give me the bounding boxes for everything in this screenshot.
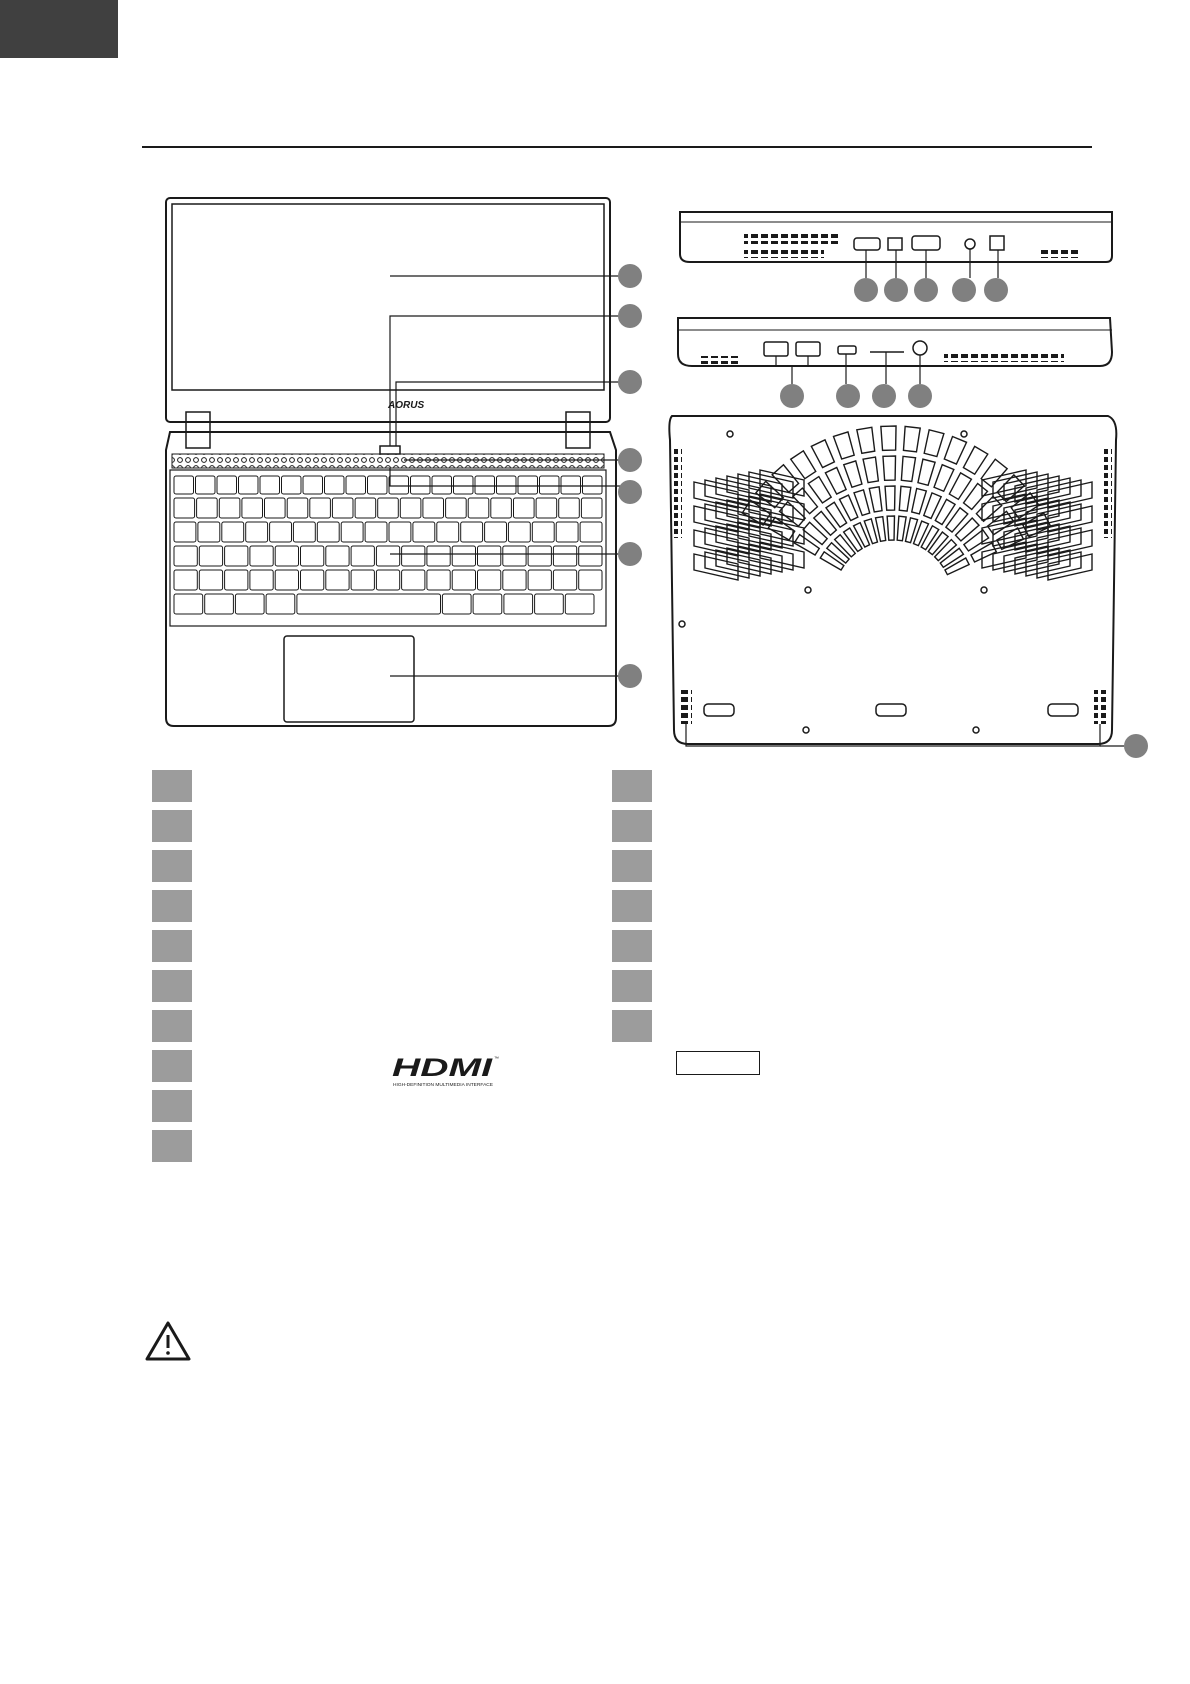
key <box>239 476 259 494</box>
bottom-callout <box>686 724 1124 746</box>
key <box>485 522 507 542</box>
key <box>473 594 502 614</box>
key <box>326 570 349 590</box>
key <box>442 594 471 614</box>
key <box>250 546 273 566</box>
vent-fin <box>912 488 927 513</box>
key <box>561 476 581 494</box>
vent-fin <box>934 465 954 492</box>
key <box>446 498 467 518</box>
key <box>275 546 298 566</box>
key <box>478 546 501 566</box>
key <box>205 594 234 614</box>
key <box>437 522 459 542</box>
vent-fin <box>803 522 827 544</box>
side-right-markers <box>780 384 932 408</box>
vent-fin <box>811 440 834 468</box>
vent-fin <box>901 456 915 481</box>
key <box>355 498 376 518</box>
key <box>265 498 286 518</box>
vent-fin <box>844 528 862 551</box>
legend-box-left-1 <box>152 770 192 802</box>
key <box>581 498 602 518</box>
side-left-markers <box>854 278 1008 302</box>
key <box>174 476 194 494</box>
legend-box-left-9 <box>152 1090 192 1122</box>
key <box>452 570 475 590</box>
key <box>199 546 222 566</box>
key <box>225 570 248 590</box>
vent-fin <box>869 487 882 512</box>
key <box>580 522 602 542</box>
vent-fin <box>825 467 846 494</box>
legend-box-left-8 <box>152 1050 192 1082</box>
key <box>518 476 538 494</box>
key <box>579 570 602 590</box>
key <box>508 522 530 542</box>
vent-fin <box>814 511 837 535</box>
vent-fin <box>899 486 911 511</box>
vent-fin <box>918 459 935 485</box>
key <box>532 522 554 542</box>
key <box>242 498 263 518</box>
vent-fin <box>791 451 816 479</box>
key <box>389 522 411 542</box>
key <box>174 570 197 590</box>
vent-fin <box>863 457 878 483</box>
legend-box-left-7 <box>152 1010 192 1042</box>
vent-fin <box>928 532 948 555</box>
key <box>317 522 339 542</box>
side-view-right <box>678 318 1112 366</box>
key <box>341 522 363 542</box>
key <box>310 498 331 518</box>
key <box>535 594 564 614</box>
outlined-label-box <box>676 1051 760 1075</box>
laptop-top-view <box>166 198 616 726</box>
key <box>553 570 576 590</box>
vent-fin <box>944 436 966 464</box>
bottom-fan-vents <box>694 426 1092 580</box>
bottom-marker <box>1124 734 1148 758</box>
key <box>287 498 308 518</box>
vent-fin <box>827 543 849 563</box>
key <box>423 498 444 518</box>
vent-fin <box>949 473 971 500</box>
touchpad <box>284 636 414 722</box>
lid-logo: AORUS <box>388 400 425 411</box>
key <box>219 498 240 518</box>
key <box>559 498 580 518</box>
laptop-diagram <box>0 0 1190 760</box>
key <box>400 498 421 518</box>
vent-fin <box>897 516 906 541</box>
key <box>427 546 450 566</box>
legend-box-right-5 <box>612 930 652 962</box>
key <box>174 498 195 518</box>
vent-fin <box>857 427 875 453</box>
vent-fin <box>883 456 896 480</box>
key <box>332 498 353 518</box>
key <box>282 476 302 494</box>
key <box>478 570 501 590</box>
vent-fin <box>885 486 895 510</box>
legend-box-left-10 <box>152 1130 192 1162</box>
vent-fin <box>935 540 957 561</box>
vent-fin <box>820 552 844 570</box>
vent-fin <box>835 535 856 557</box>
key <box>197 498 218 518</box>
legend-box-right-7 <box>612 1010 652 1042</box>
vent-fin <box>940 548 963 567</box>
key <box>389 476 409 494</box>
hinge-right <box>566 412 590 448</box>
legend-box-right-2 <box>612 810 652 842</box>
key <box>504 594 533 614</box>
key <box>198 522 220 542</box>
key <box>196 476 216 494</box>
vent-fin <box>921 526 939 550</box>
key <box>368 476 388 494</box>
key <box>468 498 489 518</box>
vent-fin <box>963 446 987 474</box>
key <box>402 570 425 590</box>
vent-fin <box>981 459 1007 487</box>
key <box>326 546 349 566</box>
key <box>376 570 399 590</box>
legend-box-right-1 <box>612 770 652 802</box>
key <box>553 546 576 566</box>
vent-fin <box>903 426 920 451</box>
key <box>174 522 196 542</box>
warning-triangle-icon <box>144 1320 192 1362</box>
key <box>528 546 551 566</box>
vent-fin <box>833 432 854 459</box>
key <box>217 476 237 494</box>
key <box>303 476 323 494</box>
legend-box-left-5 <box>152 930 192 962</box>
key <box>174 546 197 566</box>
hdmi-logo <box>392 1054 502 1088</box>
vent-fin <box>924 430 944 457</box>
vent-fin <box>956 518 980 541</box>
key <box>297 594 441 614</box>
vent-fin <box>854 490 870 516</box>
legend-box-right-4 <box>612 890 652 922</box>
key <box>266 594 295 614</box>
screen-panel <box>172 204 604 390</box>
key <box>413 522 435 542</box>
key <box>174 594 203 614</box>
vent-fin <box>946 508 968 532</box>
legend-box-left-2 <box>152 810 192 842</box>
key <box>301 570 324 590</box>
lid-outer <box>166 198 610 422</box>
svg-text:HIGH-DEFINITION MULTIMEDIA INT: HIGH-DEFINITION MULTIMEDIA INTERFACE <box>393 1082 494 1087</box>
legend-box-right-3 <box>612 850 652 882</box>
key <box>293 522 315 542</box>
legend-box-left-6 <box>152 970 192 1002</box>
side-left-callouts <box>866 249 998 278</box>
key <box>199 570 222 590</box>
vent-fin <box>887 516 894 540</box>
vent-fin <box>876 517 886 542</box>
key <box>250 570 273 590</box>
legend-box-left-3 <box>152 850 192 882</box>
key <box>351 570 374 590</box>
svg-text:™: ™ <box>494 1056 499 1062</box>
key <box>491 498 512 518</box>
key <box>528 570 551 590</box>
vent-fin <box>964 530 989 551</box>
hinge-left <box>186 412 210 448</box>
key <box>432 476 452 494</box>
key <box>411 476 431 494</box>
key <box>497 476 517 494</box>
key <box>378 498 399 518</box>
power-button <box>380 446 400 454</box>
key <box>503 570 526 590</box>
key <box>235 594 264 614</box>
key <box>556 522 578 542</box>
key <box>540 476 560 494</box>
key <box>346 476 366 494</box>
key <box>427 570 450 590</box>
key <box>325 476 345 494</box>
key <box>376 546 399 566</box>
vent-fin <box>945 558 969 575</box>
vent-fin <box>844 461 862 487</box>
key <box>514 498 535 518</box>
key <box>454 476 474 494</box>
key <box>275 570 298 590</box>
key <box>301 546 324 566</box>
key <box>475 476 495 494</box>
key <box>225 546 248 566</box>
svg-text:HDMI: HDMI <box>392 1054 494 1082</box>
key <box>260 476 280 494</box>
key <box>503 546 526 566</box>
speaker-grille <box>172 454 604 468</box>
key <box>351 546 374 566</box>
key <box>579 546 602 566</box>
key <box>536 498 557 518</box>
legend-box-right-6 <box>612 970 652 1002</box>
key <box>565 594 594 614</box>
key <box>583 476 603 494</box>
key <box>246 522 268 542</box>
key <box>402 546 425 566</box>
legend-box-left-4 <box>152 890 192 922</box>
side-right-callouts <box>776 352 920 384</box>
key <box>452 546 475 566</box>
callout-markers-top <box>618 264 642 688</box>
vent-fin <box>864 519 877 544</box>
key <box>270 522 292 542</box>
keyboard-keys <box>174 476 602 614</box>
vent-fin <box>881 426 896 450</box>
key <box>365 522 387 542</box>
key <box>222 522 244 542</box>
vent-fin <box>854 523 870 547</box>
vent-fin <box>794 535 819 555</box>
key <box>461 522 483 542</box>
